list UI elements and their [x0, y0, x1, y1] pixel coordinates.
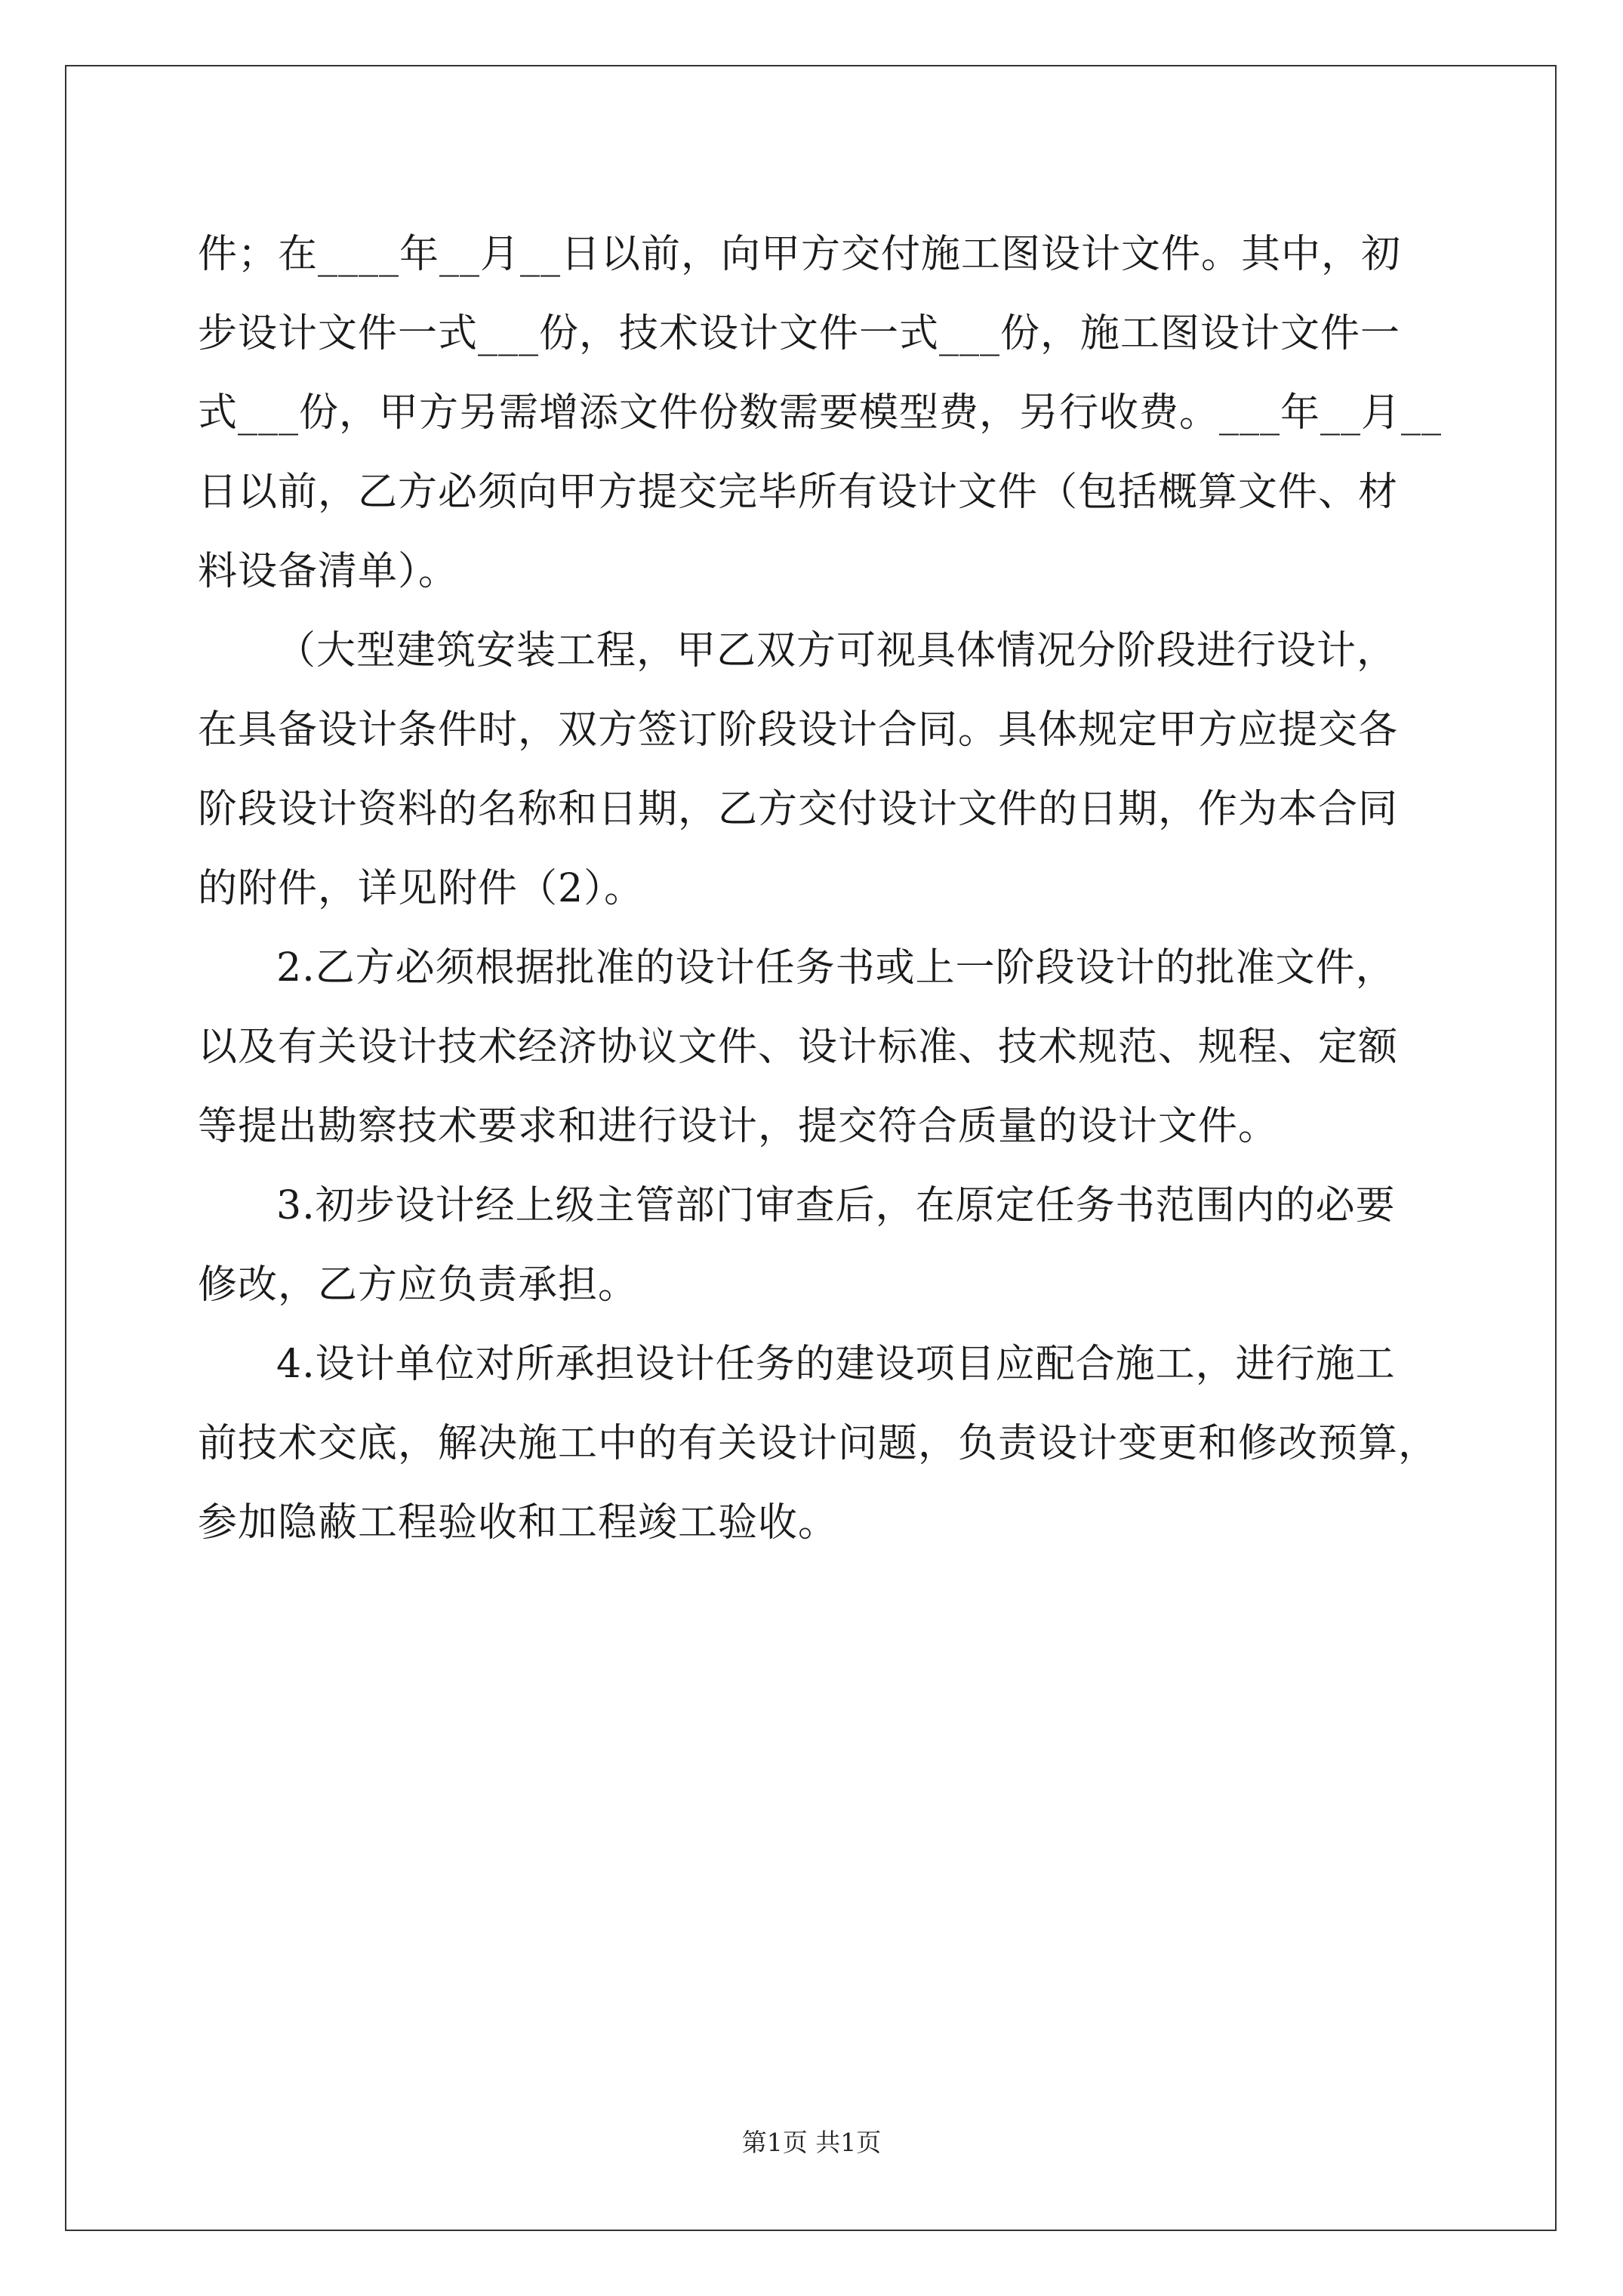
document-body — [198, 215, 1443, 1563]
text-line: 的附件，详见附件（2）。 — [198, 866, 645, 911]
text-line: 在具备设计条件时，双方签订阶段设计合同。具体规定甲方应提交各 — [198, 707, 1399, 753]
page-number-footer: 第1页 共1页 — [741, 2128, 882, 2157]
text-line: （大型建筑安装工程，甲乙双方可视具体情况分阶段进行设计， — [276, 628, 1397, 673]
paragraph-4 — [198, 1166, 1428, 1325]
text-line: 件；在____年__月__日以前，向甲方交付施工图设计文件。其中，初 — [198, 232, 1402, 277]
text-line: 式___份，甲方另需增添文件份数需要模型费，另行收费。___年__月__ — [198, 390, 1443, 436]
paragraph-5 — [198, 1325, 1439, 1563]
text-line: 等提出勘察技术要求和进行设计，提交符合质量的设计文件。 — [198, 1104, 1279, 1149]
text-line: 2.乙方必须根据批准的设计任务书或上一阶段设计的批准文件， — [276, 945, 1396, 991]
paragraph-1 — [198, 215, 1443, 612]
text-line: 前技术交底，解决施工中的有关设计问题，负责设计变更和修改预算， — [198, 1421, 1439, 1466]
text-line: 日以前，乙方必须向甲方提交完毕所有设计文件（包括概算文件、材 — [198, 470, 1399, 515]
text-line: 修改，乙方应负责承担。 — [198, 1262, 639, 1308]
text-line: 步设计文件一式___份，技术设计文件一式___份，施工图设计文件一 — [198, 311, 1401, 356]
paragraph-2 — [198, 612, 1428, 929]
text-line: 3.初步设计经上级主管部门审查后，在原定任务书范围内的必要 — [276, 1183, 1396, 1228]
text-line: 阶段设计资料的名称和日期，乙方交付设计文件的日期，作为本合同 — [198, 787, 1399, 832]
text-line: 料设备清单）。 — [198, 549, 459, 594]
text-line: 4.设计单位对所承担设计任务的建设项目应配合施工，进行施工 — [276, 1342, 1396, 1387]
paragraph-3 — [198, 929, 1428, 1166]
text-line: 以及有关设计技术经济协议文件、设计标准、技术规范、规程、定额 — [198, 1025, 1399, 1070]
text-line: 参加隐蔽工程验收和工程竣工验收。 — [198, 1500, 839, 1546]
